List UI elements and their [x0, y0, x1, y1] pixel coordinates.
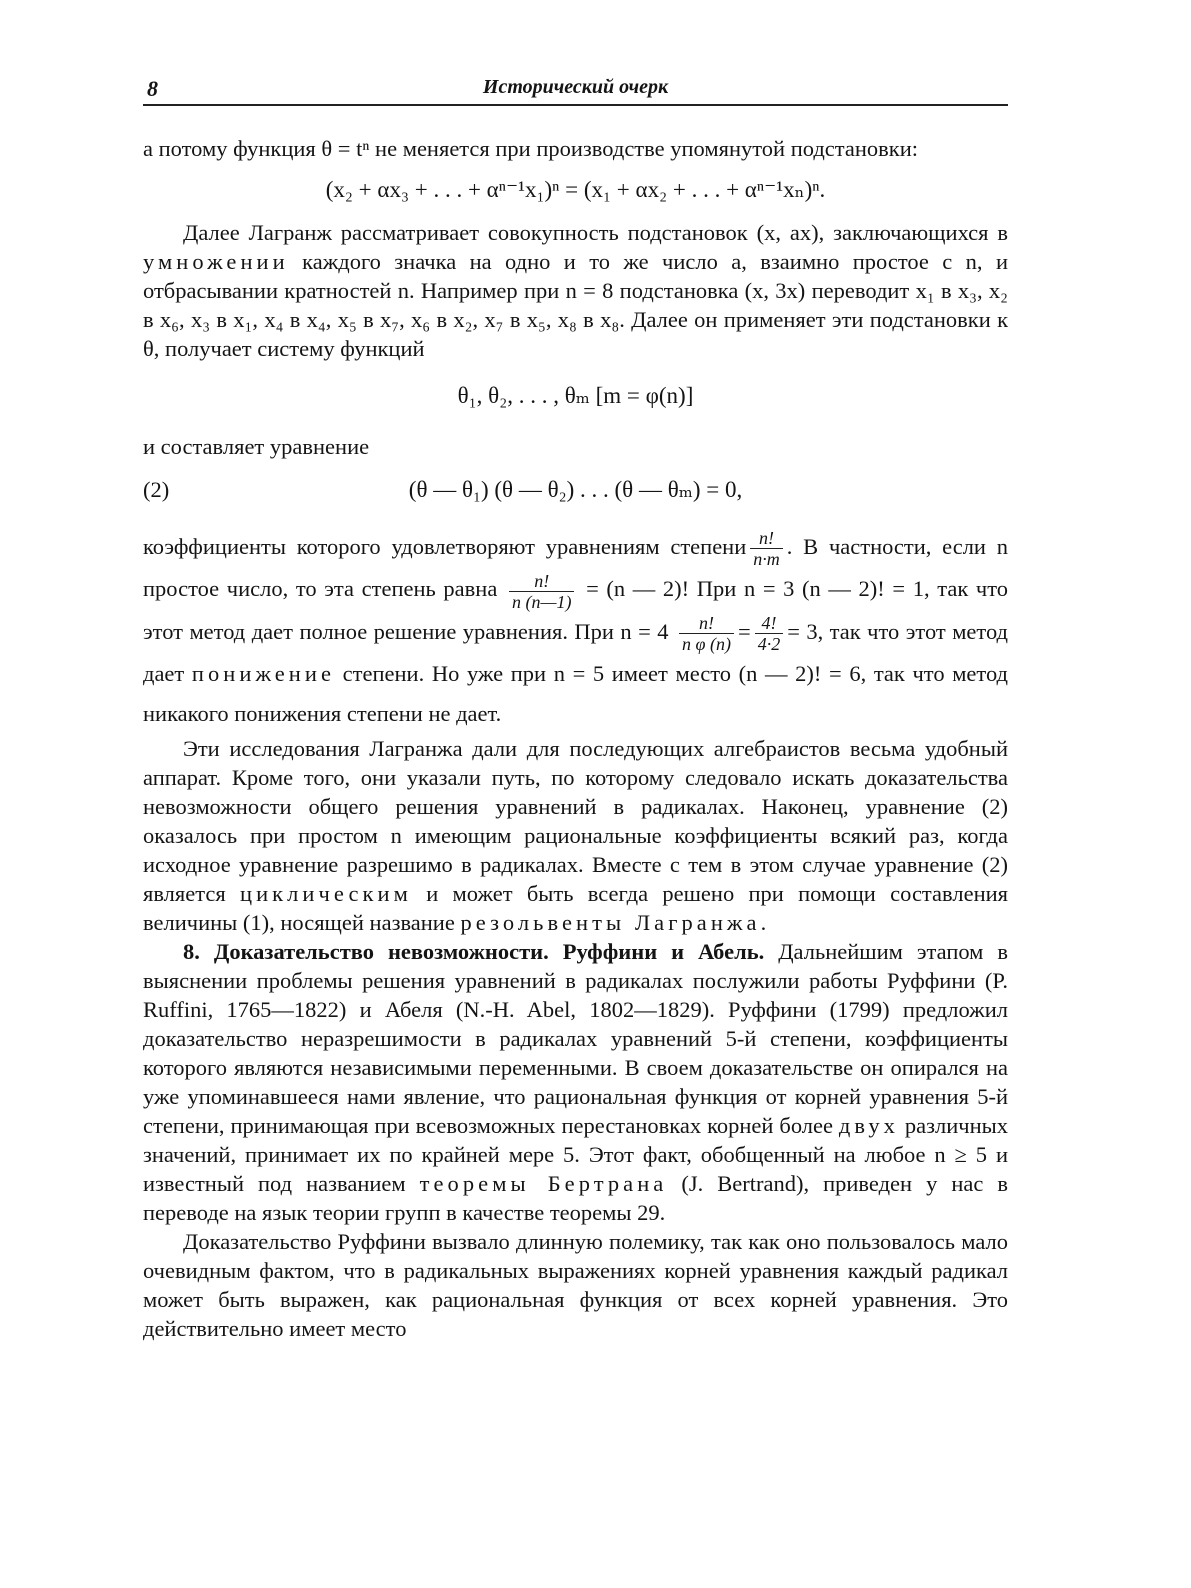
frac-denominator: n φ (n): [679, 633, 734, 654]
p4-text-4: =: [737, 618, 751, 644]
fraction-4-factorial: [755, 613, 784, 654]
paragraph-2: [143, 218, 1008, 363]
paragraph-6: [143, 937, 1008, 1227]
equation-2: [143, 475, 1008, 505]
p4-text-5: = 3, так что этот метод дает: [143, 618, 1009, 687]
fraction-degree: [509, 571, 575, 612]
p6-text-3: (J. Bertrand), приведен у нас в переводе на язык теории групп в качестве теоремы 29.: [143, 1171, 1008, 1226]
p6-spaced-1: двух: [838, 1113, 899, 1139]
paragraph-7: Доказательство Руффини вызвало длинную полемику, так как оно пользовалось мало очевидным фактом, что в радикальных выражениях корней уравнения каждый радикал может быть выражен, как рациональная функция от всех корней уравнения. Это действительно имеет место: [143, 1229, 1008, 1342]
fraction-n-factorial-nm: [750, 528, 783, 569]
p6-text-2: различных значений, принимает их по крайней мере 5. Этот факт, обобщенный на любое n ≥ 5 и известный под названием: [143, 1113, 1008, 1197]
p5-text-1: Эти исследования Лагранжа дали для последующих алгебраистов весьма удобный аппарат. Кроме того, они указали путь, по которому следовало искать доказательства невозможности общего решения уравнений в радикалах. Наконец, уравнение (2) оказалось при простом n имеющим рациональные коэффициенты всякий раз, когда исходное уравнение разрешимо в радикалах. Вместе с тем в этом случае уравнение (2) является: [143, 736, 1008, 907]
frac-numerator: 4!: [761, 613, 777, 634]
frac-denominator: n·m: [750, 548, 783, 569]
p2-text-b: каждого значка на одно и то же число a, взаимно простое с n, и отбрасывании кратностей n. Например при n = 8 подстановка (x, 3x) переводит x₁ в x₃, x₂ в x₆, x₃ в x₁, x₄ в x₄, x₅ в x₇, x₆ в x₂, x₇ в x₅, x₈ в x₈. Далее он применяет эти подстановки к θ, получает систему функций: [143, 249, 1008, 361]
p4-text-1: коэффициенты которого удовлетворяют уравнениям степени: [143, 534, 747, 559]
p5-text-3: .: [760, 910, 767, 936]
running-title: Исторический очерк: [482, 76, 669, 98]
page-header: [143, 70, 1008, 106]
frac-numerator: n!: [699, 613, 714, 634]
paragraph-3: и составляет уравнение: [143, 434, 370, 459]
section-heading: 8. Доказательство невозможности. Руффини и Абель.: [183, 939, 765, 965]
formula-substitution: (x₂ + αx₃ + . . . + αⁿ⁻¹x₁)ⁿ = (x₁ + αx₂ + . . . + αⁿ⁻¹xₙ)ⁿ.: [325, 177, 826, 202]
p4-spaced: понижение: [191, 661, 336, 687]
p5-spaced-2: резольвенты Лагранжа: [460, 910, 761, 936]
p6-text-1: Дальнейшим этапом в выяснении проблемы решения уравнений в радикалах послужили работы Руффини (P. Ruffini, 1765—1822) и Абеля (N.-H. Abel, 1802—1829). Руффини (1799) предложил доказательство неразрешимости в радикалах уравнений 5-й степени, коэффициенты которого являются независимыми переменными. В своем доказательстве он опирался на уже упоминавшееся нами явление, что рациональная функция от корней уравнения 5-й степени, принимающая при всевозможных перестановках корней более: [143, 939, 1009, 1139]
p2-text-a: Далее Лагранж рассматривает совокупность подстановок (x, ax), заключающихся в: [183, 220, 1008, 245]
frac-numerator: n!: [534, 570, 550, 591]
p5-text-2: и может быть всегда решено при помощи составления величины (1), носящей название: [143, 881, 1008, 936]
page-number: 8: [147, 76, 158, 101]
p4-text-6: степени. Но уже при n = 5 имеет место (n — 2)! = 6, так что метод никакого понижения степени не дает.: [143, 661, 1008, 727]
paragraph-4: [143, 527, 1008, 734]
frac-denominator: 4·2: [755, 633, 784, 654]
formula-functions: θ₁, θ₂, . . . , θₘ [m = φ(n)]: [457, 383, 694, 408]
p6-spaced-2: теоремы Бертрана: [419, 1171, 668, 1197]
fraction-n4: [679, 613, 734, 654]
paragraph-5: [143, 734, 1008, 937]
equation-expression: (θ — θ₁) (θ — θ₂) . . . (θ — θₘ) = 0,: [408, 477, 743, 502]
p2-spaced: умножении: [143, 249, 289, 274]
p5-spaced-1: циклическим: [239, 881, 412, 907]
paragraph-1: а потому функция θ = tⁿ не меняется при производстве упомянутой подстановки:: [143, 136, 918, 161]
frac-denominator: n (n—1): [509, 591, 575, 612]
book-page: [143, 70, 1008, 1343]
p4-text-3: = (n — 2)! При n = 3 (n — 2)! = 1, так что этот метод дает полное решение уравнения. При n = 4: [143, 576, 1009, 644]
equation-number: (2): [143, 477, 170, 502]
page-body: [143, 134, 1008, 1343]
p4-text-2: . В частности, если n простое число, то эта степень равна: [143, 534, 1008, 602]
frac-numerator: n!: [759, 528, 775, 549]
